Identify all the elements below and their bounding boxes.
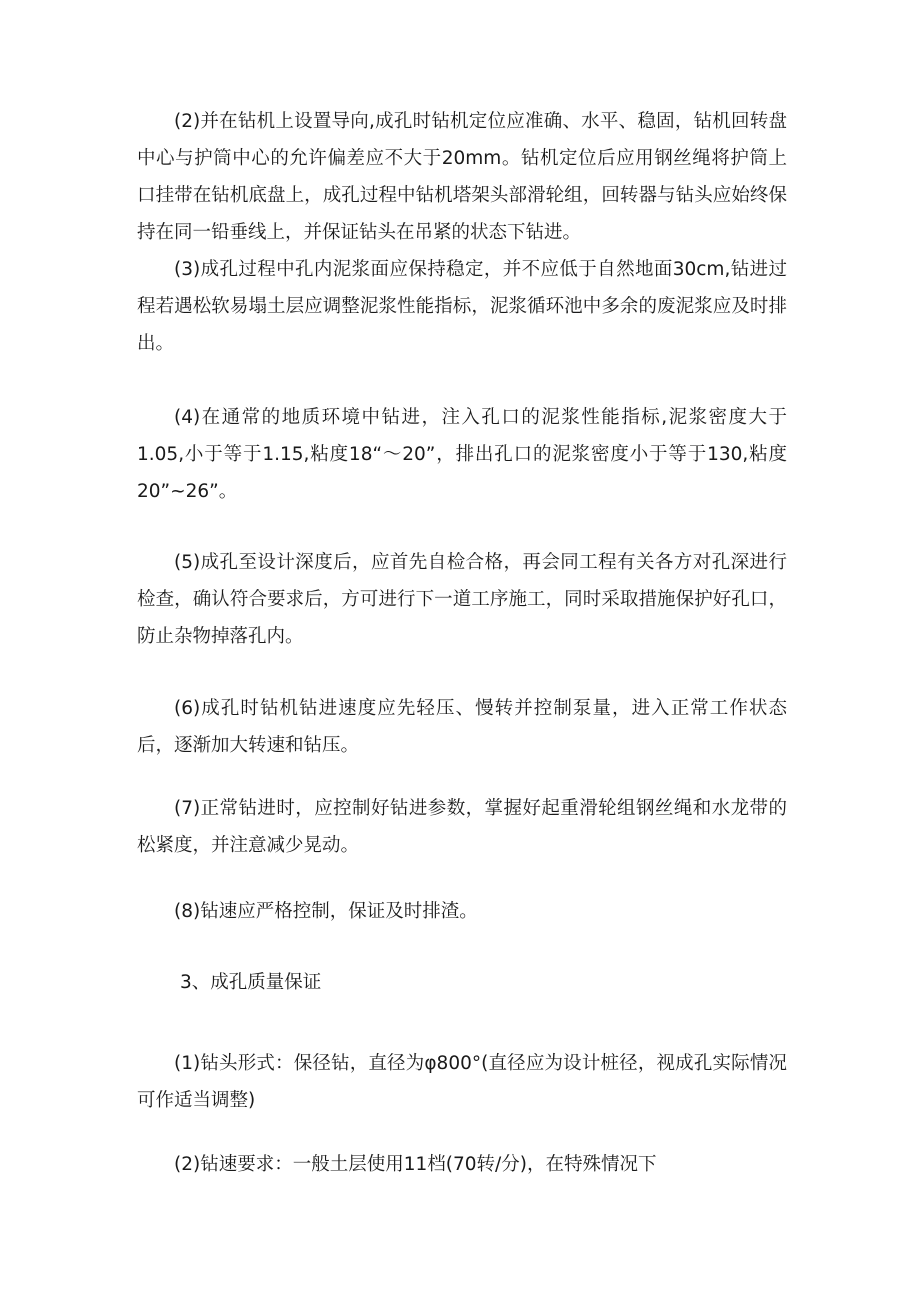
paragraph-6: (6)成孔时钻机钻进速度应先轻压、慢转并控制泵量，进入正常工作状态后，逐渐加大转速和钻压。	[137, 698, 787, 756]
paragraph-7: (7)正常钻进时，应控制好钻进参数，掌握好起重滑轮组钢丝绳和水龙带的松紧度，并注意减少晃动。	[137, 798, 787, 856]
paragraph-3: (3)成孔过程中孔内泥浆面应保持稳定，并不应低于自然地面30cm,钻进过程若遇松软易塌土层应调整泥浆性能指标，泥浆循环池中多余的废泥浆应及时排出。	[137, 259, 787, 354]
paragraph-5: (5)成孔至设计深度后，应首先自检合格，再会同工程有关各方对孔深进行检查，确认符合要求后，方可进行下一道工序施工，同时采取措施保护好孔口，防止杂物掉落孔内。	[137, 552, 787, 647]
section3-paragraph-1: (1)钻头形式：保径钻，直径为φ800°(直径应为设计桩径，视成孔实际情况可作适当调整)	[137, 1053, 787, 1111]
paragraph-4: (4)在通常的地质环境中钻进，注入孔口的泥浆性能指标,泥浆密度大于1.05,小于等于1.15,粘度18“～20”，排出孔口的泥浆密度小于等于130,粘度20”~26”。	[137, 407, 787, 502]
paragraph-2: (2)并在钻机上设置导向,成孔时钻机定位应准确、水平、稳固，钻机回转盘中心与护筒中心的允许偏差应不大于20mm。钻机定位后应用钢丝绳将护筒上口挂带在钻机底盘上，成孔过程中钻机塔架头部滑轮组，回转器与钻头应始终保持在同一铅垂线上，并保证钻头在吊紧的状态下钻进。	[137, 111, 787, 243]
section-heading: 3、成孔质量保证	[180, 972, 322, 993]
section3-paragraph-2: (2)钻速要求：一般土层使用11档(70转/分)，在特殊情况下	[174, 1154, 657, 1175]
paragraph-8: (8)钻速应严格控制，保证及时排渣。	[174, 901, 478, 922]
